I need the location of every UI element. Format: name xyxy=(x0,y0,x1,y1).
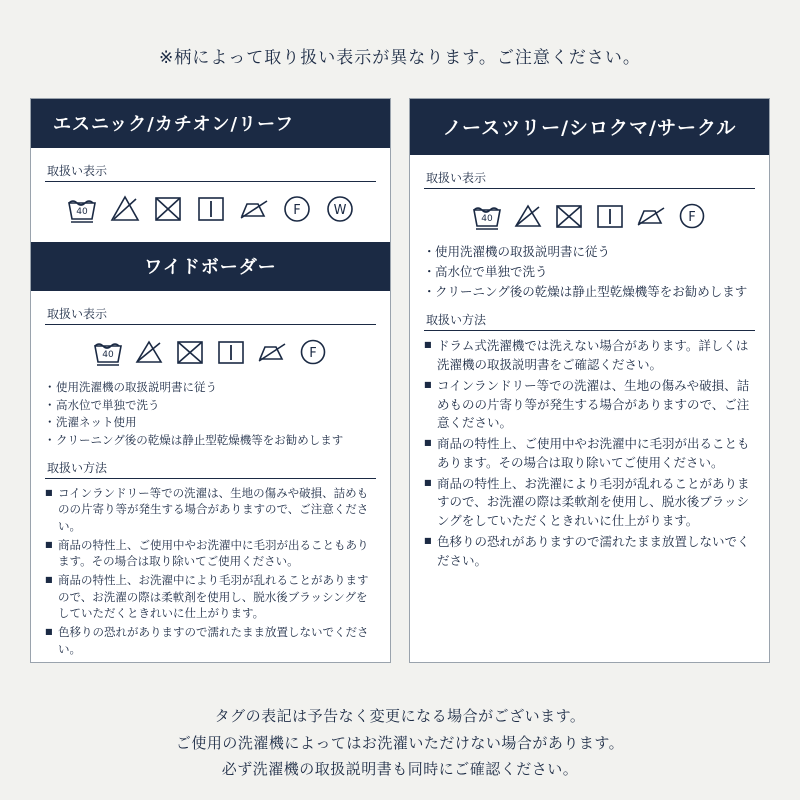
list-item: ・ 洗濯ネット使用 xyxy=(45,414,376,431)
list-item: ・ クリーニング後の乾燥は静止型乾燥機等をお勧めします xyxy=(45,432,376,449)
left-section-1 xyxy=(31,148,390,242)
svg-text:F: F xyxy=(292,203,301,218)
no-iron-icon xyxy=(237,192,271,226)
wash-40-icon xyxy=(470,199,504,233)
right-methods-list xyxy=(424,337,755,570)
dryclean-f-icon xyxy=(296,335,330,369)
drip-dry-line-icon xyxy=(214,335,248,369)
svg-text:40: 40 xyxy=(481,214,493,224)
right-symbols xyxy=(424,195,755,241)
divider xyxy=(45,478,376,479)
left-symbols-1 xyxy=(45,188,376,234)
list-item: ・ 高水位で単独で洗う xyxy=(45,397,376,414)
columns-container xyxy=(0,68,800,663)
list-item: ■ 色移りの恐れがありますので濡れたまま放置しないでください。 xyxy=(424,533,755,571)
right-method-label: 取扱い方法 xyxy=(426,313,487,328)
divider xyxy=(45,324,376,325)
no-iron-icon xyxy=(255,335,289,369)
footer-line: 必ず洗濯機の取扱説明書も同時にご確認ください。 xyxy=(221,759,579,778)
right-notes-list xyxy=(424,243,755,301)
svg-text:W: W xyxy=(333,203,346,218)
footer-line: タグの表記は予告なく変更になる場合がございます。 xyxy=(214,707,586,726)
drip-dry-line-icon xyxy=(194,192,228,226)
left-care-label-1: 取扱い表示 xyxy=(47,164,108,178)
left-methods-list xyxy=(45,485,376,658)
no-bleach-triangle-icon xyxy=(132,335,166,369)
list-item: ■ 商品の特性上、ご使用中やお洗濯中に毛羽が出ることもあります。その場合は取り除いてご使用ください。 xyxy=(424,435,755,473)
no-tumble-dry-icon xyxy=(151,192,185,226)
left-notes-list xyxy=(45,379,376,449)
wash-40-icon xyxy=(65,192,99,226)
right-title: ノースツリー/シロクマ/サークル xyxy=(410,99,769,155)
svg-text:F: F xyxy=(309,346,317,361)
divider xyxy=(45,181,376,182)
left-symbols-2 xyxy=(45,331,376,377)
wash-40-icon xyxy=(91,335,125,369)
drip-dry-line-icon xyxy=(593,199,627,233)
svg-text:F: F xyxy=(688,210,696,225)
top-note: ※柄によって取り扱い表示が異なります。ご注意ください。 xyxy=(159,48,641,68)
right-care-label: 取扱い表示 xyxy=(426,171,487,185)
dryclean-f-icon xyxy=(675,199,709,233)
list-item: ・ 使用洗濯機の取扱説明書に従う xyxy=(45,379,376,396)
left-section-2 xyxy=(31,291,390,667)
list-item: ・ 使用洗濯機の取扱説明書に従う xyxy=(424,243,755,262)
divider xyxy=(424,188,755,189)
list-item: ■ 商品の特性上、ご使用中やお洗濯中に毛羽が出ることもあります。その場合は取り除いてご使用ください。 xyxy=(45,537,376,570)
right-section xyxy=(410,155,769,580)
right-panel xyxy=(409,98,770,663)
no-bleach-triangle-icon xyxy=(511,199,545,233)
svg-text:40: 40 xyxy=(102,350,114,360)
left-title-1: エスニック/カチオン/リーフ xyxy=(31,99,390,148)
no-bleach-triangle-icon xyxy=(108,192,142,226)
wet-clean-w-icon xyxy=(323,192,357,226)
dryclean-f-icon xyxy=(280,192,314,226)
left-care-label-2: 取扱い表示 xyxy=(47,307,108,321)
list-item: ・ 高水位で単独で洗う xyxy=(424,263,755,282)
divider xyxy=(424,330,755,331)
left-method-label: 取扱い方法 xyxy=(47,460,108,475)
list-item: ■ コインランドリー等での洗濯は、生地の傷みや破損、詰めものの片寄り等が発生する場合がありますので、ご注意ください。 xyxy=(424,377,755,433)
list-item: ■ ドラム式洗濯機では洗えない場合があります。詳しくは洗濯機の取扱説明書をご確認ください。 xyxy=(424,337,755,375)
left-title-2: ワイドボーダー xyxy=(31,242,390,291)
svg-text:40: 40 xyxy=(75,207,88,217)
no-tumble-dry-icon xyxy=(552,199,586,233)
left-panel xyxy=(30,98,391,663)
footer-line: ご使用の洗濯機によってはお洗濯いただけない場合があります。 xyxy=(175,733,625,752)
list-item: ・ クリーニング後の乾燥は静止型乾燥機等をお勧めします xyxy=(424,283,755,302)
no-tumble-dry-icon xyxy=(173,335,207,369)
list-item: ■ 色移りの恐れがありますので濡れたまま放置しないでください。 xyxy=(45,624,376,657)
list-item: ■ 商品の特性上、お洗濯中により毛羽が乱れることがありますので、お洗濯の際は柔軟剤を使用し、脱水後ブラッシングをしていただくときれいに仕上がります。 xyxy=(45,572,376,622)
list-item: ■ 商品の特性上、お洗濯により毛羽が乱れることがありますので、お洗濯の際は柔軟剤を使用し、脱水後ブラッシングをしていただくときれいに仕上がります。 xyxy=(424,475,755,531)
footer-notes xyxy=(0,703,800,782)
list-item: ■ コインランドリー等での洗濯は、生地の傷みや破損、詰めものの片寄り等が発生する場合がありますので、ご注意ください。 xyxy=(45,485,376,535)
no-iron-icon xyxy=(634,199,668,233)
